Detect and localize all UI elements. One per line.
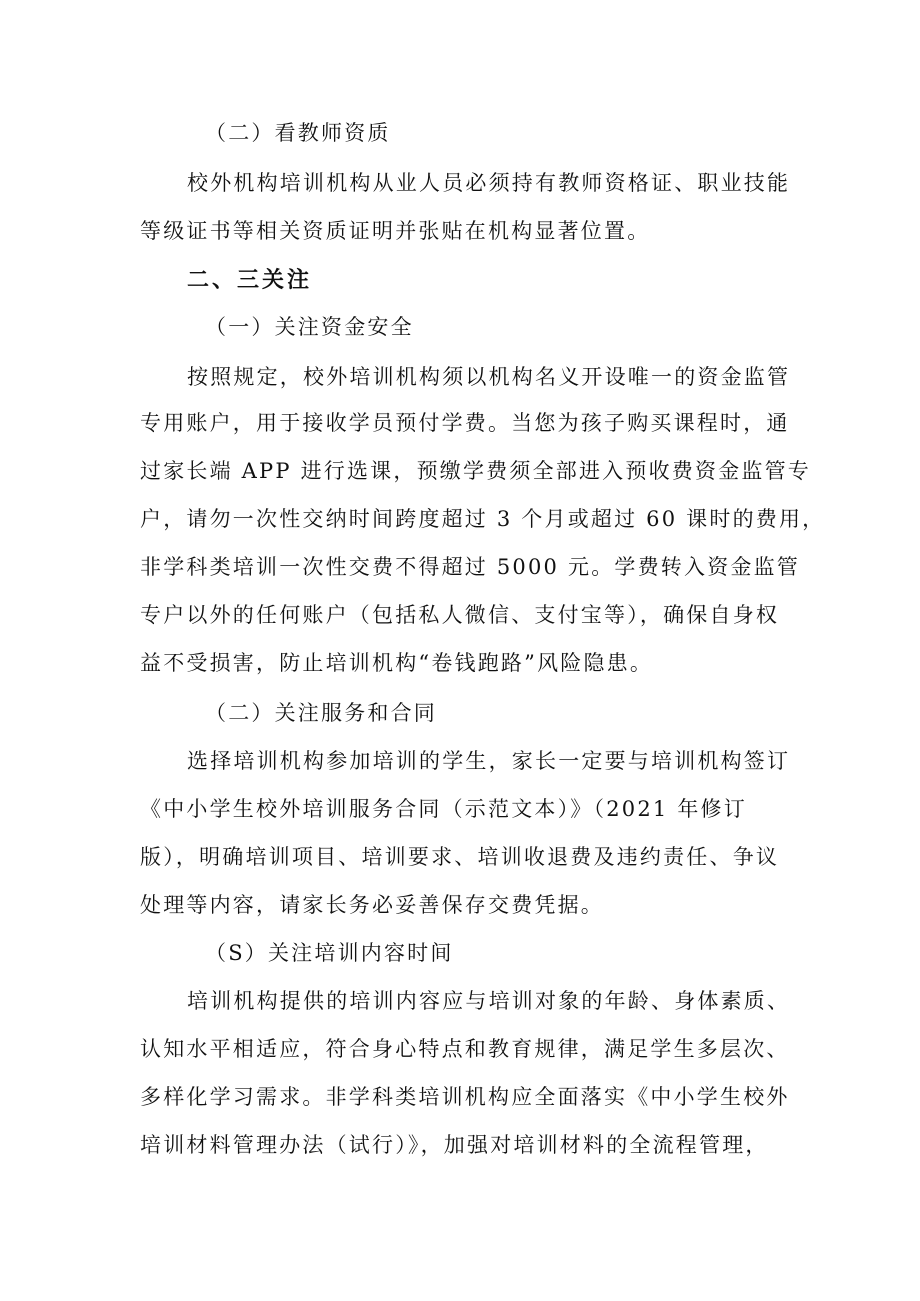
paragraph-line: 《中小学生校外培训服务合同（示范文本）》（2021 年修订 bbox=[140, 797, 747, 821]
paragraph-line: 认知水平相适应，符合身心特点和教育规律，满足学生多层次、 bbox=[140, 1037, 790, 1061]
paragraph-line: 多样化学习需求。非学科类培训机构应全面落实《中小学生校外 bbox=[140, 1085, 790, 1109]
subheading-service-contract: （二）关注服务和合同 bbox=[205, 701, 437, 725]
paragraph-line: 专用账户，用于接收学员预付学费。当您为孩子购买课程时，通 bbox=[140, 411, 790, 435]
paragraph-line: 专户以外的任何账户（包括私人微信、支付宝等），确保自身权 bbox=[140, 603, 780, 627]
paragraph-line: 校外机构培训机构从业人员必须持有教师资格证、职业技能 bbox=[187, 171, 791, 195]
section-heading-three-concerns: 二、三关注 bbox=[187, 268, 313, 293]
subheading-training-content: （S）关注培训内容时间 bbox=[205, 941, 454, 965]
paragraph-line: 户，请勿一次性交纳时间跨度超过 3 个月或超过 60 课时的费用， bbox=[140, 507, 826, 531]
subheading-funds-safety: （一）关注资金安全 bbox=[205, 315, 414, 339]
paragraph-line: 培训机构提供的培训内容应与培训对象的年龄、身体素质、 bbox=[187, 989, 791, 1013]
paragraph-line: 益不受损害，防止培训机构“卷钱跑路”风险隐患。 bbox=[140, 651, 654, 675]
subheading-teacher-qualification: （二）看教师资质 bbox=[205, 121, 391, 145]
paragraph-line: 等级证书等相关资质证明并张贴在机构显著位置。 bbox=[140, 219, 651, 243]
paragraph-line: 非学科类培训一次性交费不得超过 5000 元。学费转入资金监管 bbox=[140, 555, 800, 579]
paragraph-line: 培训材料管理办法（试行）》，加强对培训材料的全流程管理， bbox=[140, 1133, 769, 1157]
paragraph-line: 按照规定，校外培训机构须以机构名义开设唯一的资金监管 bbox=[187, 365, 791, 389]
paragraph-line: 选择培训机构参加培训的学生，家长一定要与培训机构签订 bbox=[187, 749, 791, 773]
paragraph-line: 处理等内容，请家长务必妥善保存交费凭据。 bbox=[140, 893, 604, 917]
paragraph-line: 过家长端 APP 进行选课，预缴学费须全部进入预收费资金监管专 bbox=[140, 459, 811, 483]
paragraph-line: 版），明确培训项目、培训要求、培训收退费及违约责任、争议 bbox=[140, 845, 780, 869]
